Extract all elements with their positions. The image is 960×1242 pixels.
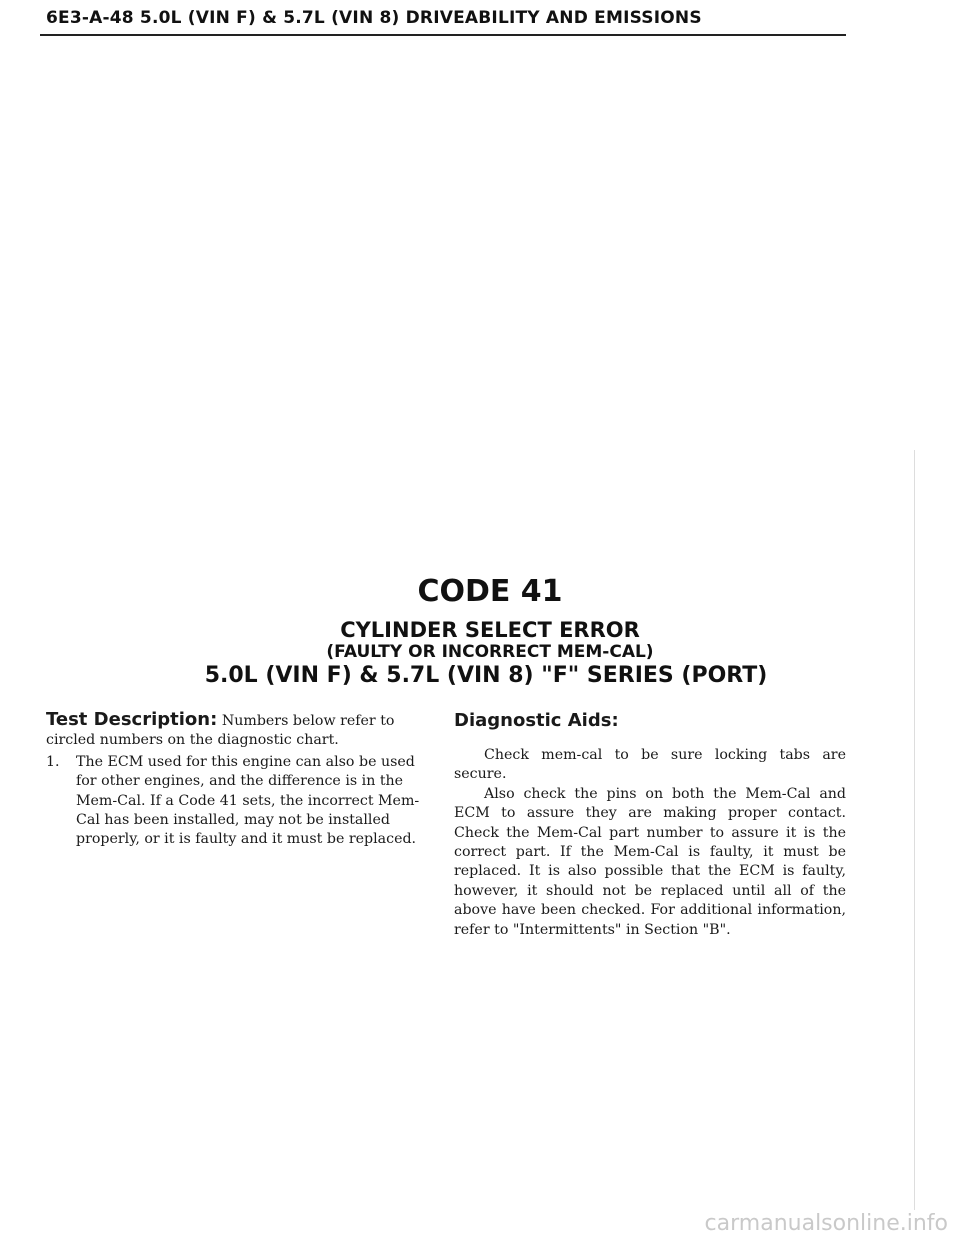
test-description-heading: Test Description: [46,709,218,730]
diagnostic-aids-paragraph-2: Also check the pins on both the Mem-Cal and ECM to assure they are making proper contact. Check the Mem-Cal part number to assure it is the correct part. If the Mem-Cal is faulty, it must be replaced. It is also possible that the ECM is faulty, however, it should not be replaced until all of the above have been checked. For additional information, refer to "Intermittents" in Section "B". [454,785,846,938]
scan-margin-line [914,450,915,1210]
code-subtitle-2: (FAULTY OR INCORRECT MEM-CAL) [326,642,654,662]
code-subtitle: CYLINDER SELECT ERROR [340,618,640,642]
page-header-title: 6E3-A-48 5.0L (VIN F) & 5.7L (VIN 8) DRIVEABILITY AND EMISSIONS [46,8,702,28]
diagnostic-aids-section [440,710,846,940]
item-text: The ECM used for this engine can also be used for other engines, and the difference is in the Mem-Cal. If a Code 41 sets, the incorrect Mem-Cal has been installed, may not be installed properly, or it is faulty and it must be replaced. [76,753,420,848]
code-heading-block [0,574,960,690]
item-number: 1. [46,753,60,770]
diagnostic-aids-heading: Diagnostic Aids: [454,710,619,731]
test-description-item [46,753,426,850]
code-subtitle-3: 5.0L (VIN F) & 5.7L (VIN 8) "F" SERIES (PORT) [204,663,768,688]
watermark: carmanualsonline.info [704,1211,948,1236]
test-description-intro [46,710,426,751]
code-title: CODE 41 [417,574,563,609]
diagnostic-aids-body [440,746,846,940]
test-description-section [46,710,426,850]
header-rule [40,34,846,36]
test-description-intro-text: Numbers below refer to circled numbers on the diagnostic chart. [46,713,395,749]
diagnostic-aids-paragraph-1: Check mem-cal to be sure locking tabs are secure. [454,747,846,783]
